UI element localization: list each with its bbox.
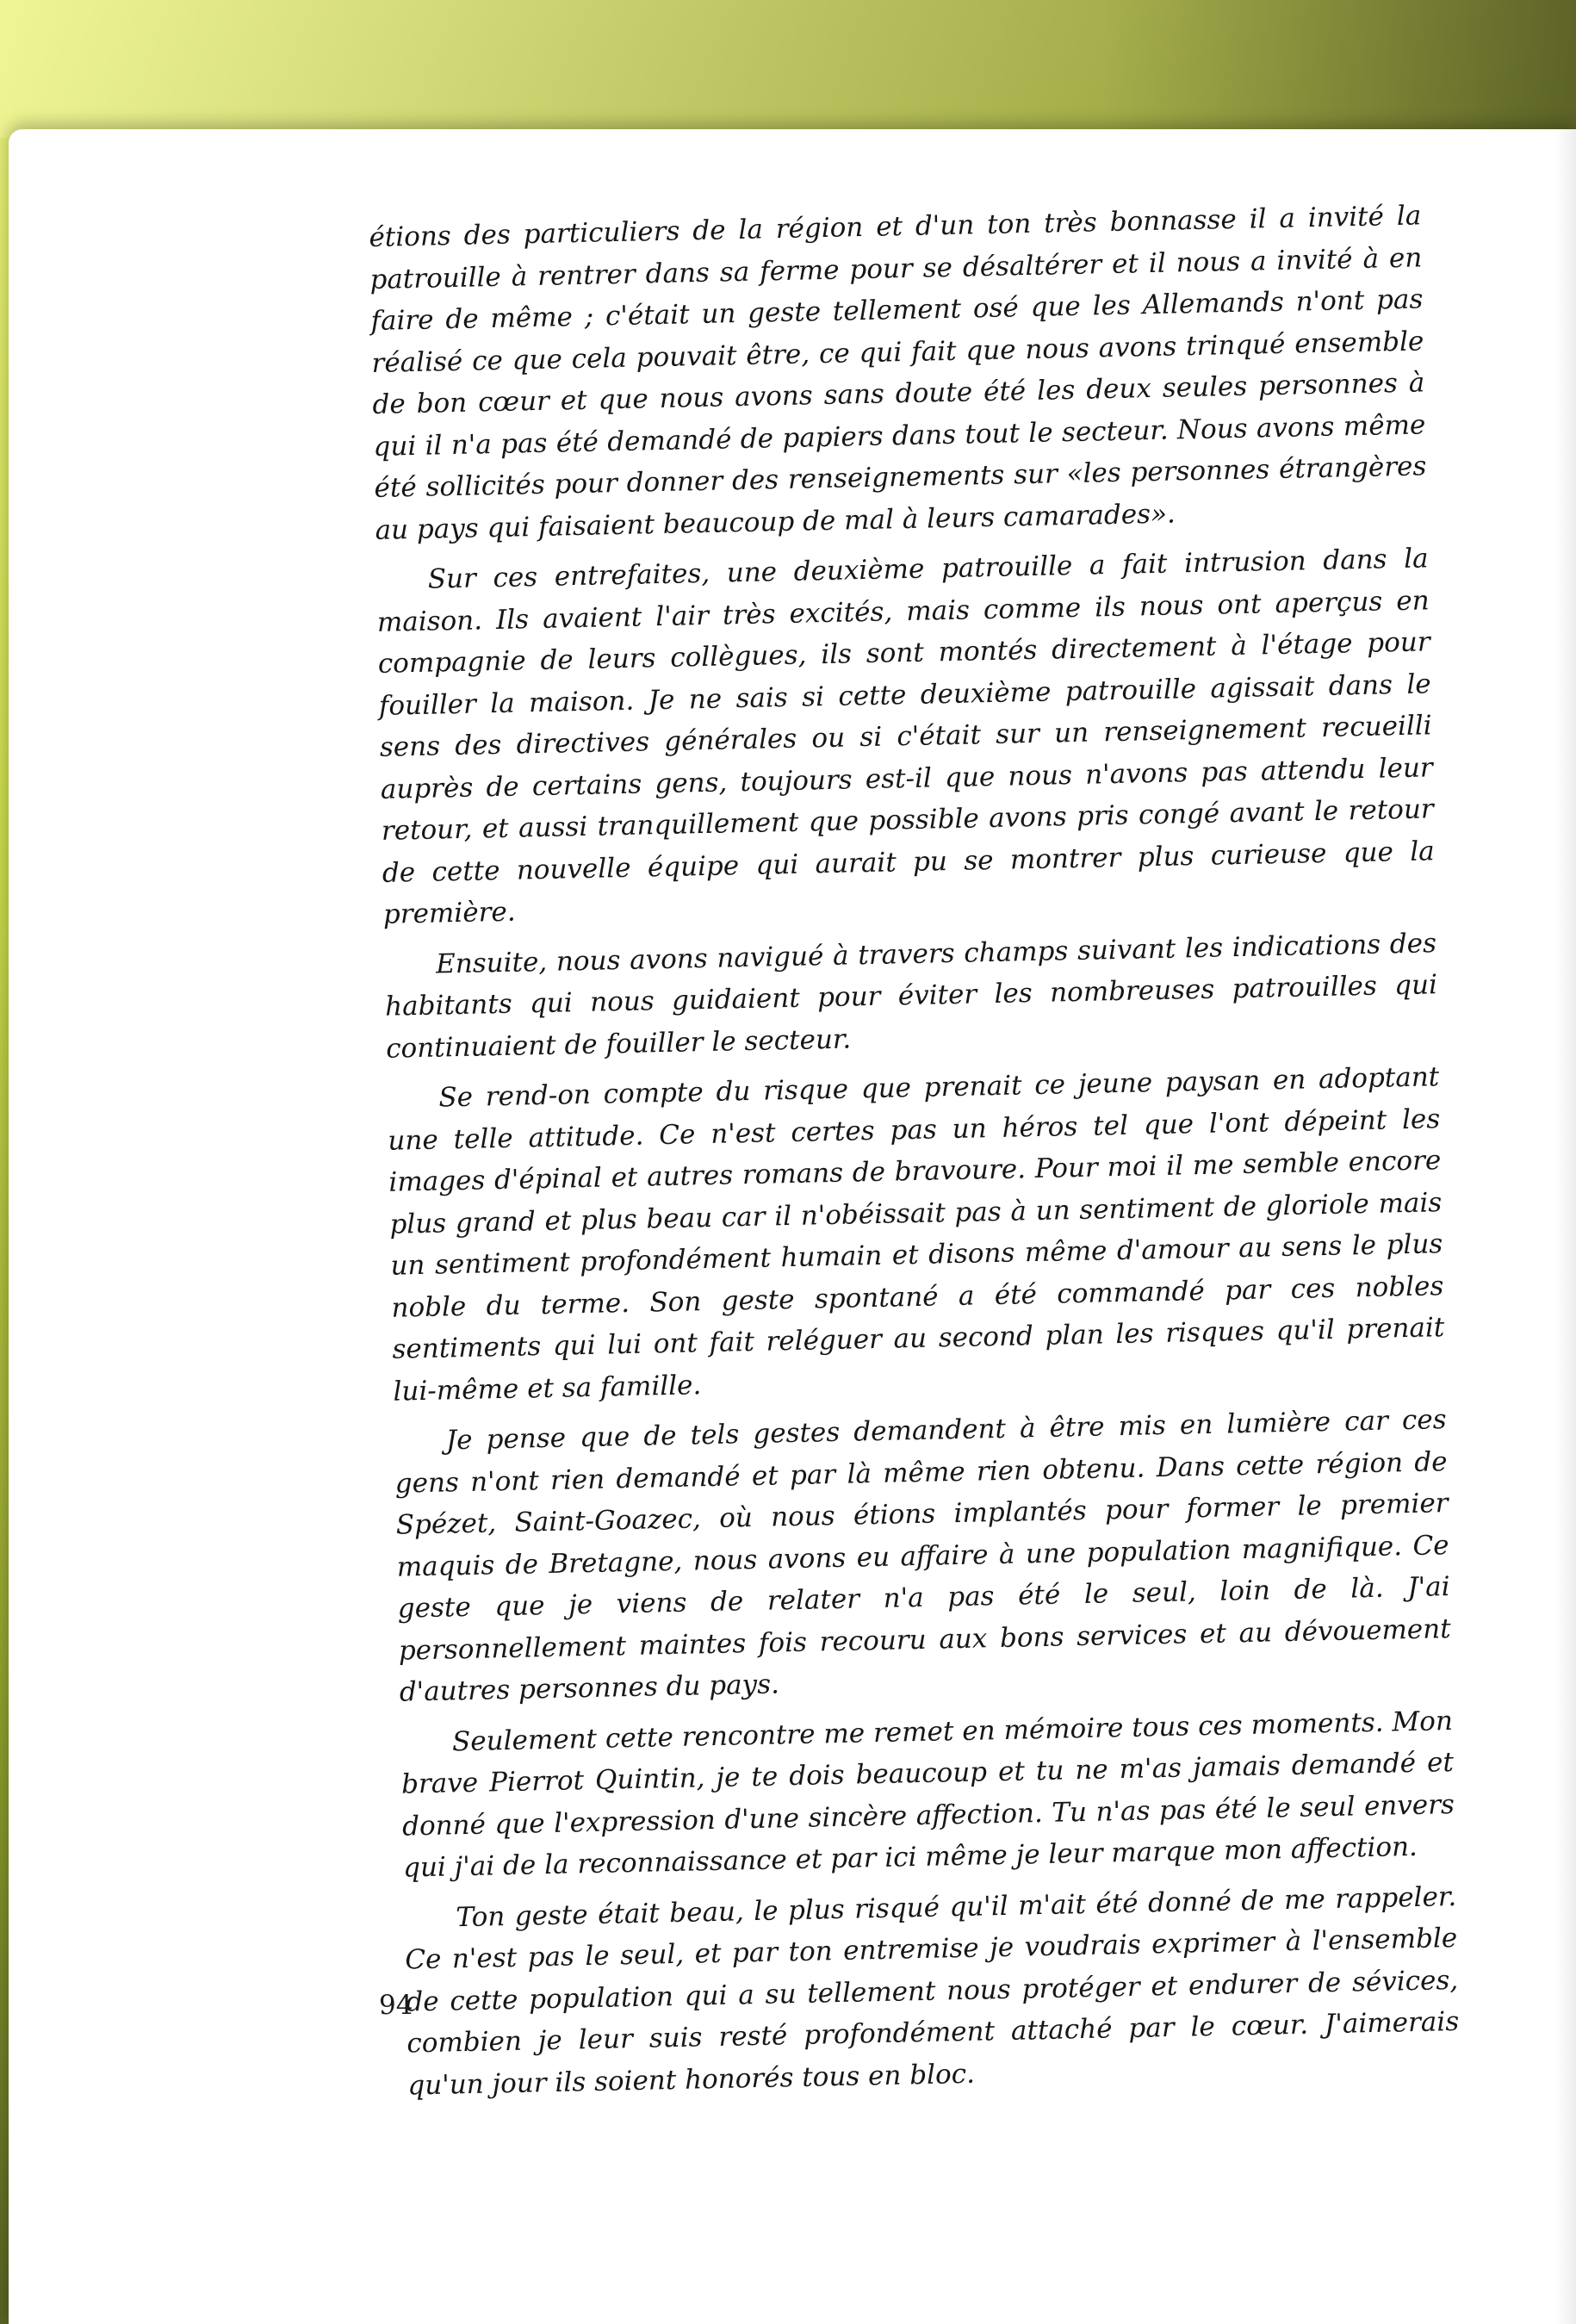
- page-number: 94: [379, 1990, 413, 2021]
- paragraph-1: étions des particuliers de la région et d'un ton très bonnasse il a invité la patrouille à rentrer dans sa ferme pour se désaltérer et il nous a invité à en faire de même ; c'était un geste tellement osé que les Allemands n'ont pas réalisé ce que cela pouvait être, ce qui fait que nous avons trinqué ensemble de bon cœur et que nous avons sans doute été les deux seules personnes à qui il n'a pas été demandé de papiers dans tout le secteur. Nous avons même été sollicités pour donner des renseignements sur «les personnes étrangères au pays qui faisaient beaucoup de mal à leurs camarades».: [369, 200, 1427, 546]
- page-edge: [1555, 129, 1576, 2324]
- body-text: [369, 195, 1461, 2115]
- paragraph-4: Se rend-on compte du risque que prenait ce jeune paysan en adoptant une telle attitude. Ce n'est certes pas un héros tel que l'ont dépeint les images d'épinal et autres romans de bravoure. Pour moi il me semble encore plus grand et plus beau car il n'obéissait pas à un sentiment de gloriole mais un sentiment profondément humain et disons même d'amour au sens le plus noble du terme. Son geste spontané a été commandé par ces nobles sentiments qui lui ont fait reléguer au second plan les risques qu'il prenait lui-même et sa famille.: [388, 1061, 1445, 1407]
- paragraph-5: Je pense que de tels gestes demandent à être mis en lumière car ces gens n'ont rien demandé et par là même rien obtenu. Dans cette région de Spézet, Saint-Goazec, où nous étions implantés pour former le premier maquis de Bretagne, nous avons eu affaire à une population magnifique. Ce geste que je viens de relater n'a pas été le seul, loin de là. J'ai personnellement maintes fois recouru aux bons services et au dévouement d'autres personnes du pays.: [394, 1404, 1451, 1708]
- paragraph-2: Sur ces entrefaites, une deuxième patrouille a fait intrusion dans la maison. Ils avaient l'air très excités, mais comme ils nous ont aperçus en compagnie de leurs collègues, ils sont montés directement à l'étage pour fouiller la maison. Je ne sais si cette deuxième patrouille agissait dans le sens des directives générales ou si c'était sur un renseignement recueilli auprès de certains gens, toujours est-il que nous n'avons pas attendu leur retour, et aussi tranquillement que possible avons pris congé avant le retour de cette nouvelle équipe qui aurait pu se montrer plus curieuse que la première.: [376, 543, 1436, 930]
- paragraph-3: Ensuite, nous avons navigué à travers champs suivant les indications des habitants qui nous guidaient pour éviter les nombreuses patrouilles qui continuaient de fouiller le secteur.: [384, 927, 1438, 1065]
- paragraph-7: Ton geste était beau, le plus risqué qu'il m'ait été donné de me rappeler. Ce n'est pas le seul, et par ton entremise je voudrais exprimer à l'ensemble de cette population qui a su tellement nous protéger et endurer de sévices, combien je leur suis resté profondément attaché par le cœur. J'aimerais qu'un jour ils soient honorés tous en bloc.: [405, 1880, 1460, 2102]
- book-page: [9, 129, 1576, 2324]
- paragraph-6: Seulement cette rencontre me remet en mémoire tous ces moments. Mon brave Pierrot Quintin, je te dois beaucoup et tu ne m'as jamais demandé et donné que l'expression d'une sincère affection. Tu n'as pas été le seul envers qui j'ai de la reconnaissance et par ici même je leur marque mon affection.: [400, 1705, 1455, 1884]
- background-surface: [0, 0, 1576, 138]
